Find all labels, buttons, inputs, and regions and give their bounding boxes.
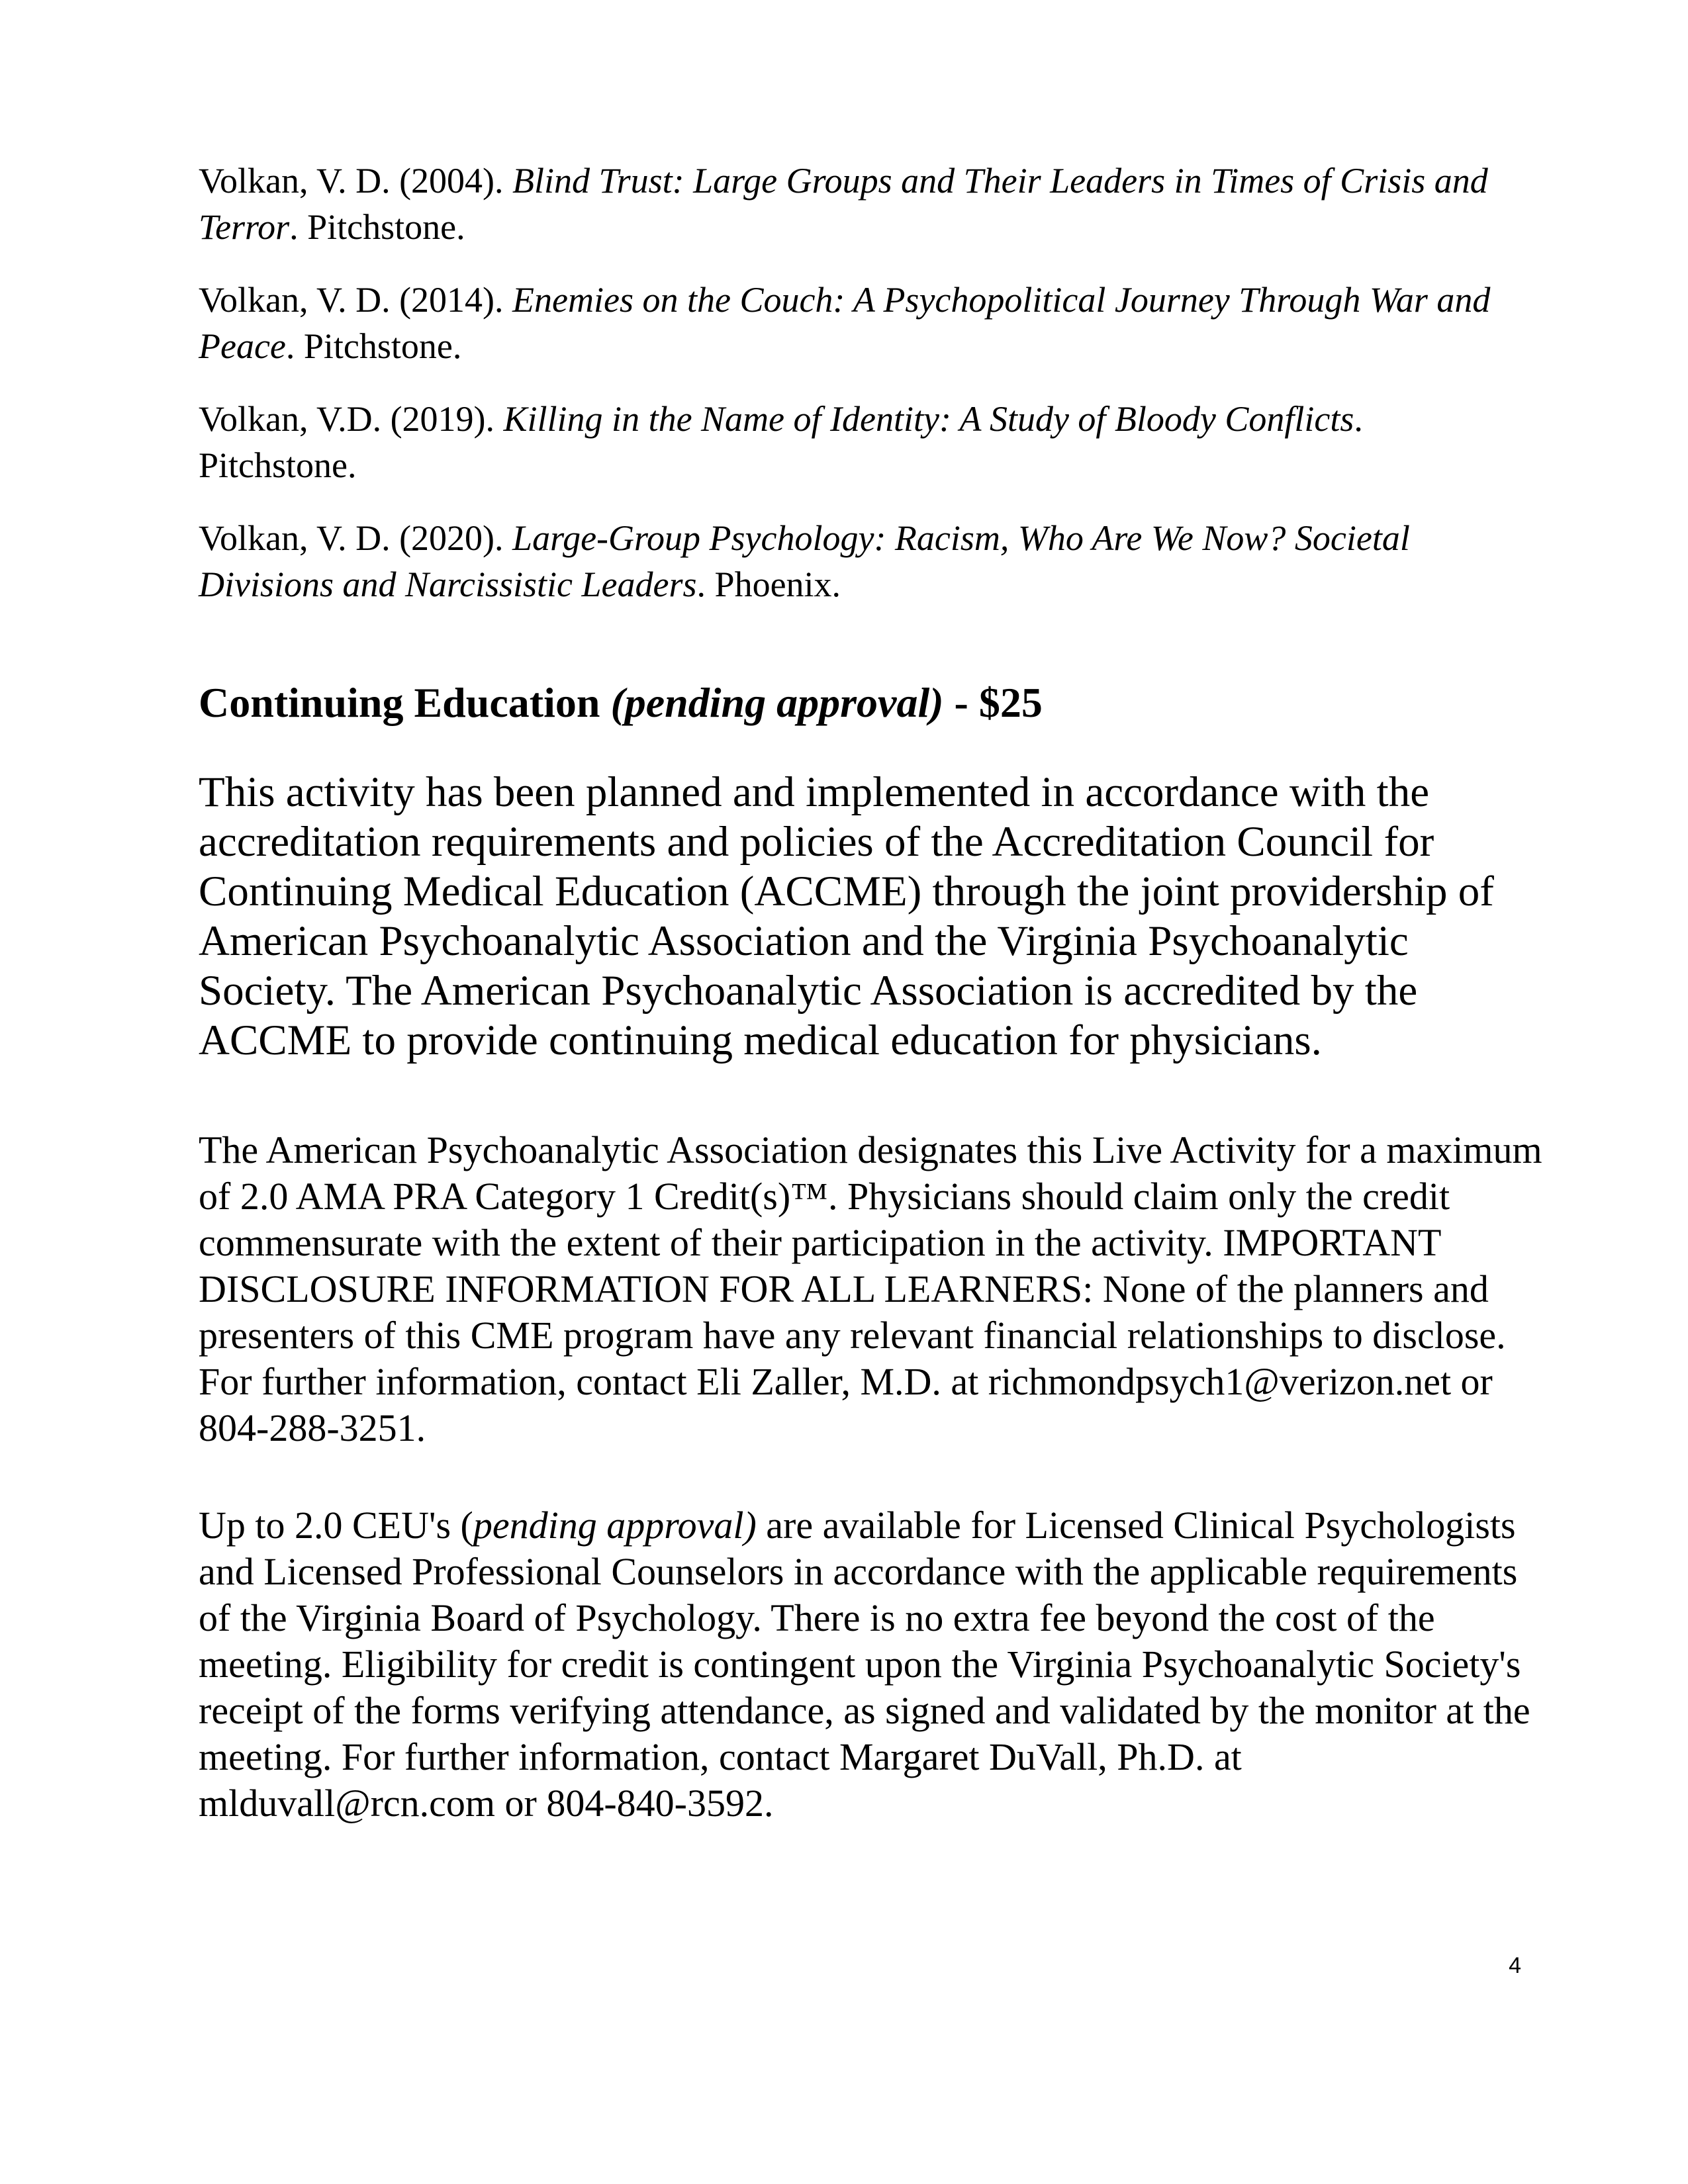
ceu-details: are available for Licensed Clinical Psychologists and Licensed Professional Counselors in accordance with the applicable requirements of the Virginia Board of Psychology. There is no extra fee beyond the cost of the meeting. Eligibility for credit is contingent upon the Virginia Psychoanalytic Society's receipt of the forms verifying attendance, as signed and validated by the monitor at the meeting. For further information, contact Margaret DuVall, Ph.D. at mlduvall@rcn.com or 804-840-3592.: [199, 1504, 1530, 1825]
accme-statement: This activity has been planned and implemented in accordance with the accreditation requirements and policies of the Accreditation Council for Continuing Medical Education (ACCME) through the joint providership of American Psychoanalytic Association and the Virginia Psychoanalytic Society. The American Psychoanalytic Association is accredited by the ACCME to provide continuing medical education for physicians.: [199, 768, 1494, 1064]
heading-price: - $25: [943, 679, 1043, 726]
reference-entry: [199, 158, 1529, 250]
ceu-statement: [199, 1502, 1542, 1827]
ceu-pending-note: pending approval): [473, 1504, 757, 1547]
section-heading: [199, 676, 1529, 729]
reference-author-year: Volkan, V. D. (2020).: [199, 518, 513, 558]
reference-entry: [199, 515, 1529, 608]
reference-author-year: Volkan, V.D. (2019).: [199, 399, 504, 439]
heading-pending-note: (pending approval): [610, 679, 944, 726]
reference-publisher: . Pitchstone.: [199, 399, 1363, 485]
page-number: 4: [1509, 1953, 1521, 1978]
reference-list: [199, 158, 1529, 634]
reference-publisher: . Phoenix.: [696, 565, 841, 604]
ama-credit-statement: The American Psychoanalytic Association designates this Live Activity for a maximum of 2.0 AMA PRA Category 1 Credit(s)™. Physicians should claim only the credit commensurate with the extent of their participation in the activity. IMPORTANT DISCLOSURE INFORMATION FOR ALL LEARNERS: None of the planners and presenters of this CME program have any relevant financial relationships to disclose. For further information, contact Eli Zaller, M.D. at richmondpsych1@verizon.net or 804-288-3251.: [199, 1128, 1542, 1449]
ceu-prefix: Up to 2.0 CEU's (: [199, 1504, 473, 1547]
reference-author-year: Volkan, V. D. (2004).: [199, 161, 513, 201]
reference-author-year: Volkan, V. D. (2014).: [199, 280, 513, 320]
reference-entry: [199, 396, 1529, 488]
reference-entry: [199, 277, 1529, 369]
reference-title: Enemies on the Couch: A Psychopolitical Journey Through War and Peace: [199, 280, 1491, 366]
reference-publisher: . Pitchstone.: [289, 207, 465, 247]
heading-main: Continuing Education: [199, 679, 611, 726]
reference-title: Killing in the Name of Identity: A Study of Bloody Conflicts: [503, 399, 1354, 439]
reference-title: Large-Group Psychology: Racism, Who Are We Now? Societal Divisions and Narcissistic Leaders: [199, 518, 1410, 604]
reference-title: Blind Trust: Large Groups and Their Leaders in Times of Crisis and Terror: [199, 161, 1488, 247]
reference-publisher: . Pitchstone.: [285, 326, 462, 366]
